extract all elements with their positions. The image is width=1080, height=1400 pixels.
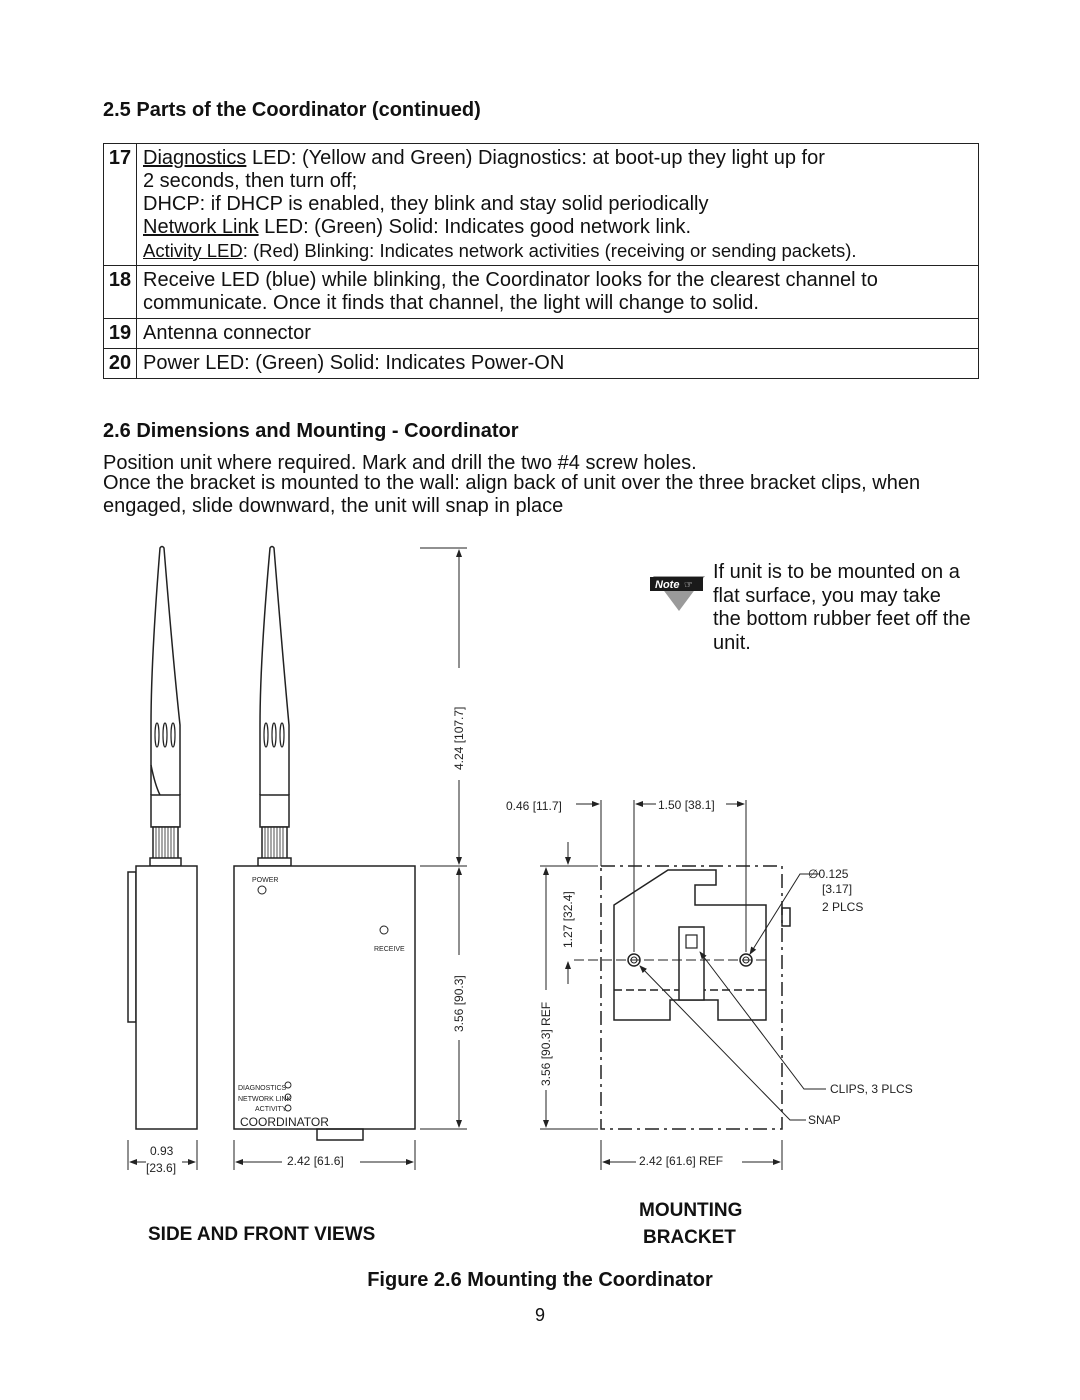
section-2-5-title: 2.5 Parts of the Coordinator (continued): [103, 99, 481, 121]
bracket-caption-line-1: MOUNTING: [639, 1200, 743, 1221]
line-text: communicate. Once it finds that channel, the light will change to solid.: [143, 292, 759, 314]
line-text: Power LED: (Green) Solid: Indicates Power-ON: [143, 352, 565, 374]
hole-vertical-dim: 1.27 [32.4]: [561, 891, 575, 948]
svg-text:☞: ☞: [684, 580, 693, 591]
hole-quantity: 2 PLCS: [822, 900, 864, 914]
front-view: [234, 547, 415, 1141]
figure-caption: Figure 2.6 Mounting the Coordinator: [367, 1269, 713, 1291]
side-width-dim-mm: [23.6]: [146, 1161, 177, 1175]
offset-dim: 0.46 [11.7]: [506, 799, 562, 813]
instructions-line-1: Position unit where required. Mark and drill the two #4 screw holes.: [103, 452, 697, 474]
total-height-dim: 4.24 [107.7]: [452, 706, 466, 770]
views-caption: SIDE AND FRONT VIEWS: [148, 1224, 376, 1245]
part-number: 17: [104, 144, 137, 266]
bracket-width-dim: 2.42 [61.6] REF: [639, 1154, 724, 1168]
line-text: DHCP: if DHCP is enabled, they blink and stay solid periodically: [143, 193, 709, 215]
network-link-led-label: NETWORK LINK: [238, 1096, 292, 1103]
body-height-dim: 3.56 [90.3]: [452, 975, 466, 1032]
note-icon: [650, 576, 705, 611]
front-width-dim: 2.42 [61.6]: [287, 1154, 344, 1168]
hole-spacing-dim: 1.50 [38.1]: [658, 798, 715, 812]
part-number: 18: [104, 266, 137, 319]
hole-diameter: ∅0.125: [808, 867, 849, 881]
bracket-caption-line-2: BRACKET: [643, 1227, 736, 1248]
underlined-term: Network Link: [143, 216, 259, 238]
underlined-term: Activity LED: [143, 240, 243, 261]
part-number: 20: [104, 349, 137, 379]
snap-label: SNAP: [808, 1113, 841, 1127]
hole-diameter-mm: [3.17]: [822, 882, 853, 896]
clips-label: CLIPS, 3 PLCS: [830, 1082, 913, 1096]
part-number: 19: [104, 319, 137, 349]
power-led-label: POWER: [252, 877, 279, 884]
instructions-line-2: Once the bracket is mounted to the wall: align back of unit over the three bracket clips, when engaged, slide downward, the unit will snap in place: [103, 472, 921, 517]
side-width-dim: 0.93: [150, 1144, 174, 1158]
line-text: LED: (Yellow and Green) Diagnostics: at boot-up they light up for: [246, 147, 825, 169]
underlined-term: Diagnostics: [143, 147, 247, 169]
activity-led-label: ACTIVITY: [255, 1106, 287, 1113]
page-number: 9: [534, 1305, 545, 1325]
line-text: : (Red) Blinking: Indicates network activities (receiving or sending packets).: [242, 240, 857, 261]
bracket-height-dim: 3.56 [90.3] REF: [539, 1001, 553, 1086]
side-view: [128, 547, 197, 1130]
line-text: Receive LED (blue) while blinking, the Coordinator looks for the clearest channel to: [143, 269, 878, 291]
line-text: LED: (Green) Solid: Indicates good network link.: [258, 216, 692, 238]
line-text: 2 seconds, then turn off;: [143, 170, 358, 192]
section-2-6-title: 2.6 Dimensions and Mounting - Coordinator: [103, 420, 519, 442]
note-badge-label: Note: [655, 579, 680, 591]
diagnostics-led-label: DIAGNOSTICS: [238, 1085, 287, 1092]
coordinator-label: COORDINATOR: [240, 1115, 329, 1129]
receive-led-label: RECEIVE: [374, 946, 405, 953]
mounting-bracket: [601, 866, 790, 1129]
line-text: Antenna connector: [143, 322, 311, 344]
note-text: If unit is to be mounted on a flat surface, you may take the bottom rubber feet off the unit.: [713, 561, 971, 654]
